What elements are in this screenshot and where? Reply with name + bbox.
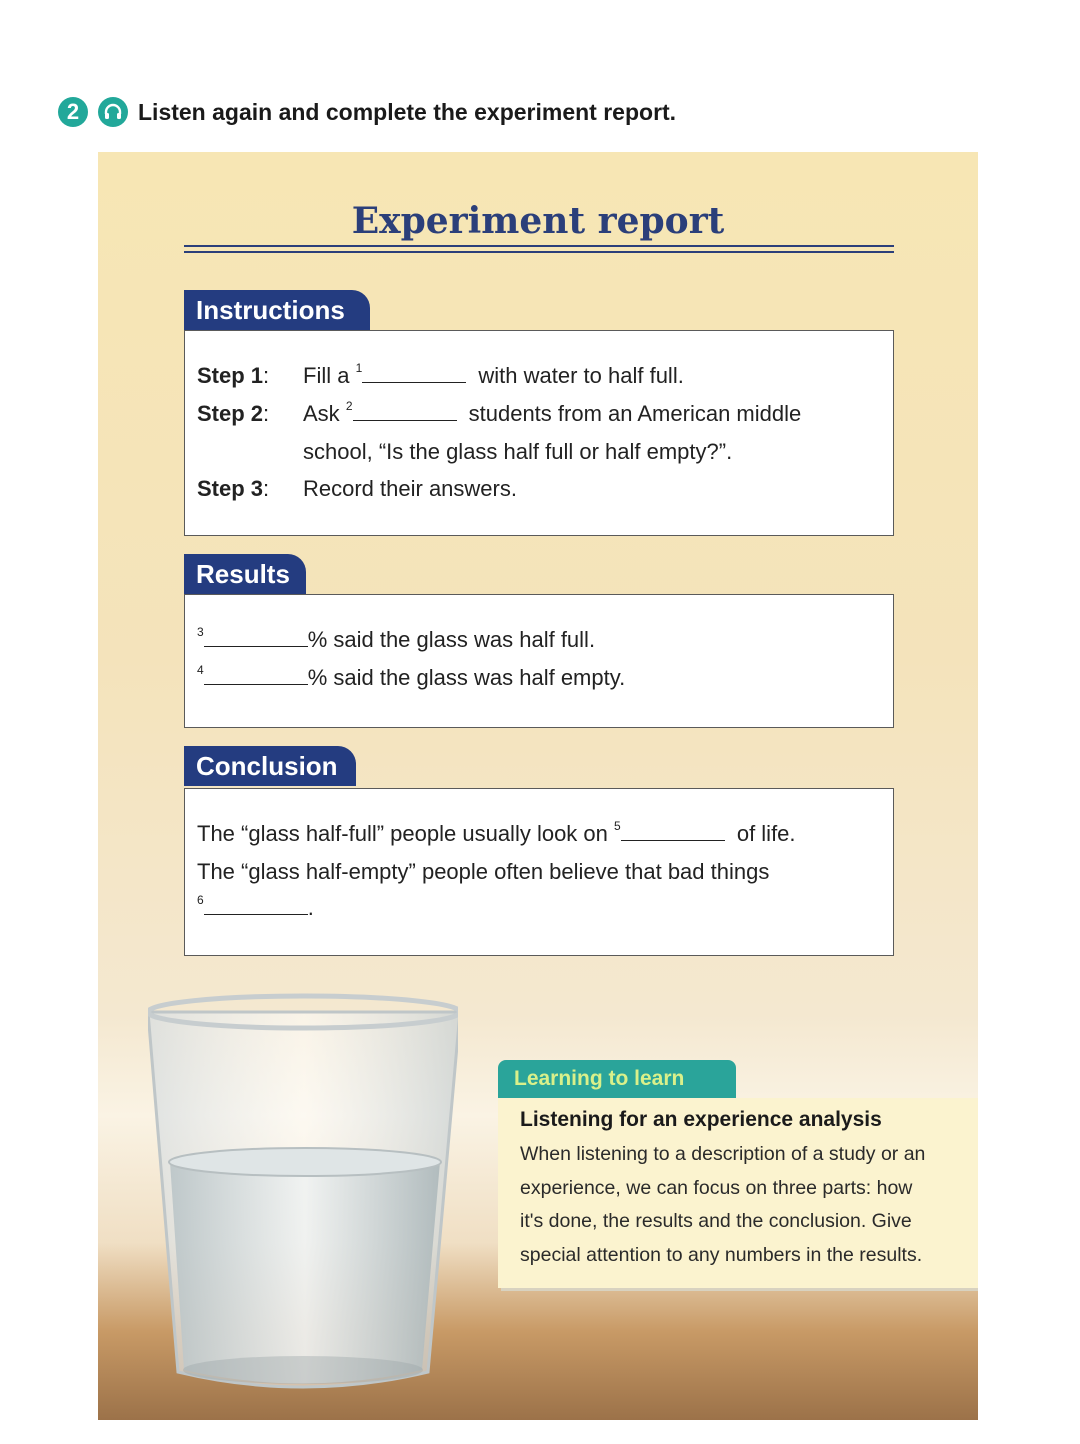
- experiment-report-panel: [98, 152, 978, 1420]
- blank-number: 4: [197, 663, 204, 677]
- learning-to-learn-tab: Learning to learn: [498, 1060, 736, 1098]
- step-3-line: Step 3:: [197, 476, 270, 501]
- step-label: Step 2: [197, 401, 264, 426]
- blank-number: 2: [345, 399, 353, 413]
- exercise-number-badge: 2: [58, 97, 88, 127]
- conclusion-line-1: The “glass half-full” people usually look on $^5$ of life.: [197, 819, 796, 846]
- answer-blank-3[interactable]: [204, 628, 308, 647]
- answer-blank-2[interactable]: [353, 402, 457, 421]
- glass-of-water-illustration: [148, 992, 458, 1402]
- answer-blank-1[interactable]: [362, 364, 466, 383]
- answer-blank-4[interactable]: [204, 666, 308, 685]
- step-3-text: Record their answers.: [303, 476, 517, 501]
- learning-title: Listening for an experience analysis: [520, 1108, 882, 1131]
- results-box: [184, 594, 894, 728]
- step-2-line: Step 2:: [197, 401, 270, 426]
- instructions-heading: Instructions: [184, 290, 370, 330]
- blank-number: 6: [197, 893, 204, 907]
- result-line-2: $^4$ % said the glass was half empty.: [197, 663, 626, 690]
- title-rule: [184, 251, 894, 253]
- learning-body: When listening to a description of a study or an experience, we can focus on three parts: how it's done, the results and the conclusion. Give special attention to any numbers in the results.: [520, 1143, 926, 1266]
- report-title: Experiment report: [351, 200, 725, 242]
- conclusion-line-3: $^6$ .: [197, 893, 314, 920]
- exercise-header: [58, 94, 676, 130]
- title-rule: [184, 245, 894, 247]
- results-heading: Results: [184, 554, 306, 594]
- answer-blank-6[interactable]: [204, 896, 308, 915]
- blank-number: 3: [197, 625, 204, 639]
- learning-to-learn-box: [498, 1098, 978, 1288]
- conclusion-box: [184, 788, 894, 956]
- headphones-icon: [98, 97, 128, 127]
- blank-number: 1: [355, 361, 363, 375]
- step-label: Step 1: [197, 363, 264, 388]
- result-line-1: $^3$ % said the glass was half full.: [197, 625, 596, 652]
- instructions-box: Step 1: Fill a $^1$ with water to half full. Step 2: Ask $^2$ students from an American middle school, “Is the glass half full or half empty?”. Step 3: Record their answers.: [184, 330, 894, 536]
- conclusion-line-2: The “glass half-empty” people often believe that bad things: [197, 859, 770, 884]
- exercise-instruction: Listen again and complete the experiment report.: [138, 98, 677, 125]
- blank-number: 5: [614, 819, 621, 833]
- conclusion-heading: Conclusion: [184, 746, 356, 786]
- answer-blank-5[interactable]: [621, 822, 725, 841]
- step-1-line: Step 1:: [197, 363, 270, 388]
- step-label: Step 3: [197, 476, 264, 501]
- step-2-continuation: school, “Is the glass half full or half empty?”.: [303, 439, 733, 464]
